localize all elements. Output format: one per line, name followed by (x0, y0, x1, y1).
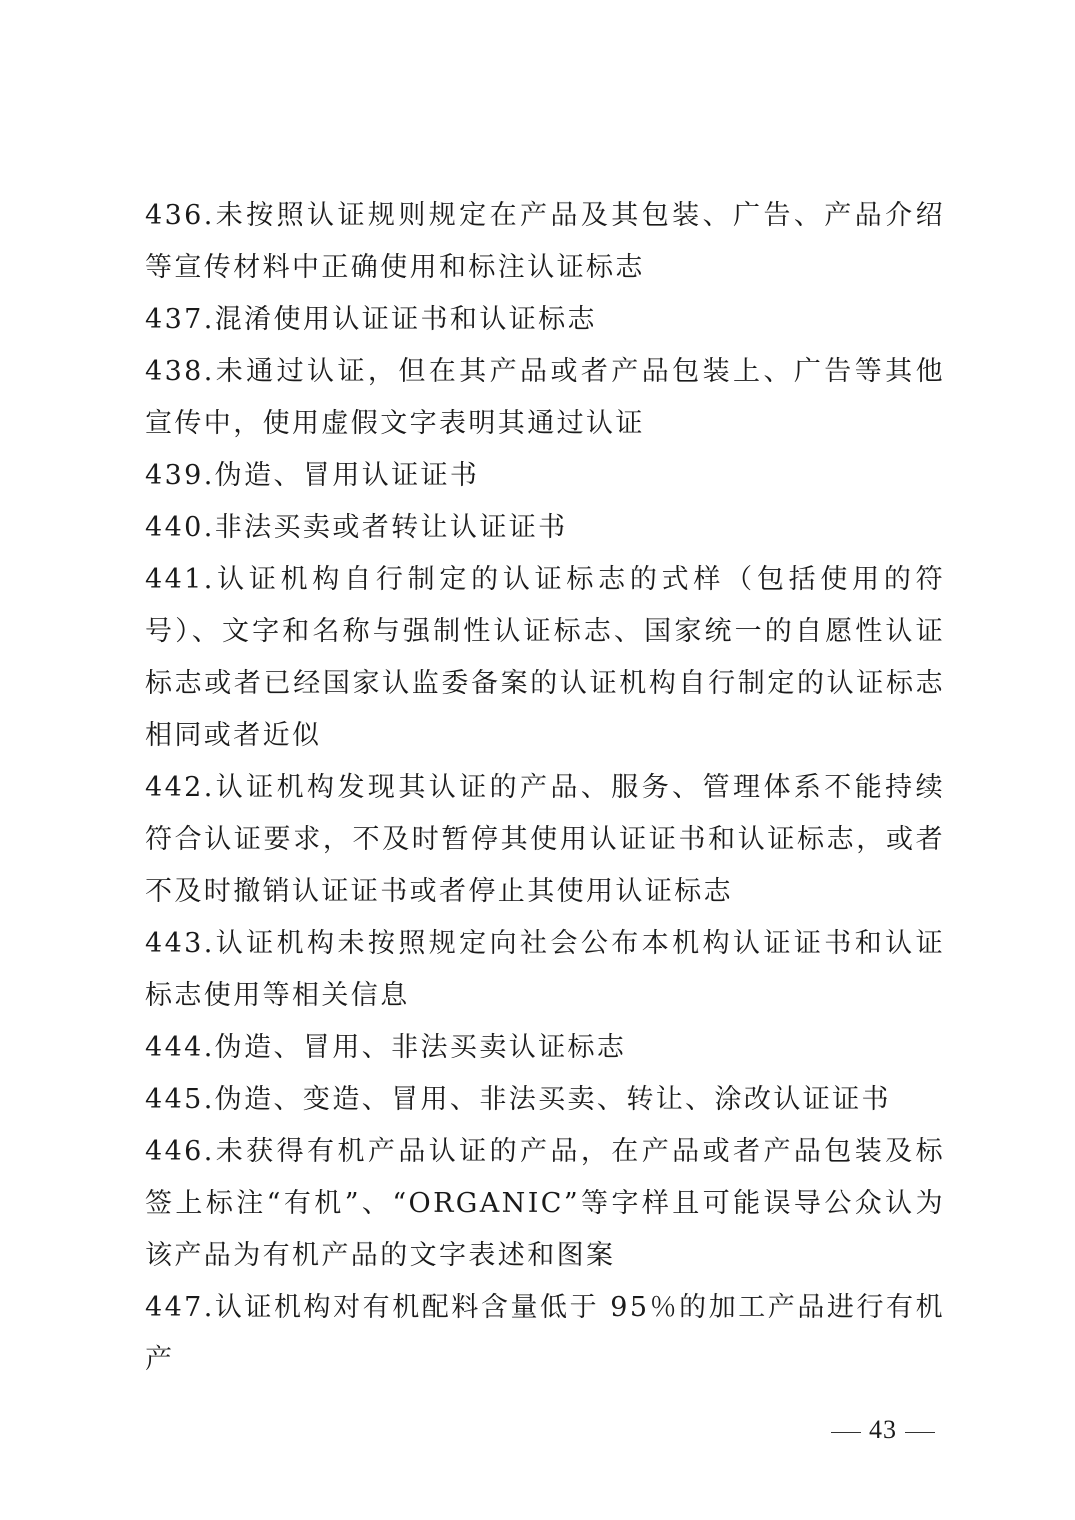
page-footer (823, 1410, 943, 1450)
list-item-447: 447.认证机构对有机配料含量低于 95％的加工产品进行有机产 (145, 1292, 945, 1375)
list-item-437: 437.混淆使用认证证书和认证标志 (145, 304, 597, 335)
page-number: 43 (869, 1415, 897, 1444)
list-item-436: 436.未按照认证规则规定在产品及其包装、广告、产品介绍等宣传材料中正确使用和标注认证标志 (145, 200, 945, 283)
list-item-445: 445.伪造、变造、冒用、非法买卖、转让、涂改认证证书 (145, 1084, 891, 1115)
dash-right (905, 1432, 935, 1433)
dash-left (831, 1432, 861, 1433)
list-item-442: 442.认证机构发现其认证的产品、服务、管理体系不能持续符合认证要求，不及时暂停其使用认证证书和认证标志，或者不及时撤销认证证书或者停止其使用认证标志 (145, 772, 945, 907)
list-item-443: 443.认证机构未按照规定向社会公布本机构认证证书和认证标志使用等相关信息 (145, 928, 945, 1011)
list-item-446: 446.未获得有机产品认证的产品，在产品或者产品包装及标签上标注“有机”、“ORGANIC”等字样且可能误导公众认为该产品为有机产品的文字表述和图案 (145, 1136, 945, 1271)
list-item-440: 440.非法买卖或者转让认证证书 (145, 512, 568, 543)
list-item-438: 438.未通过认证，但在其产品或者产品包装上、广告等其他宣传中，使用虚假文字表明其通过认证 (145, 356, 945, 439)
list-item-441: 441.认证机构自行制定的认证标志的式样（包括使用的符号）、文字和名称与强制性认证标志、国家统一的自愿性认证标志或者已经国家认监委备案的认证机构自行制定的认证标志相同或者近似 (145, 564, 945, 751)
list-item-439: 439.伪造、冒用认证证书 (145, 460, 480, 491)
item-list (145, 190, 945, 1386)
list-item-444: 444.伪造、冒用、非法买卖认证标志 (145, 1032, 627, 1063)
